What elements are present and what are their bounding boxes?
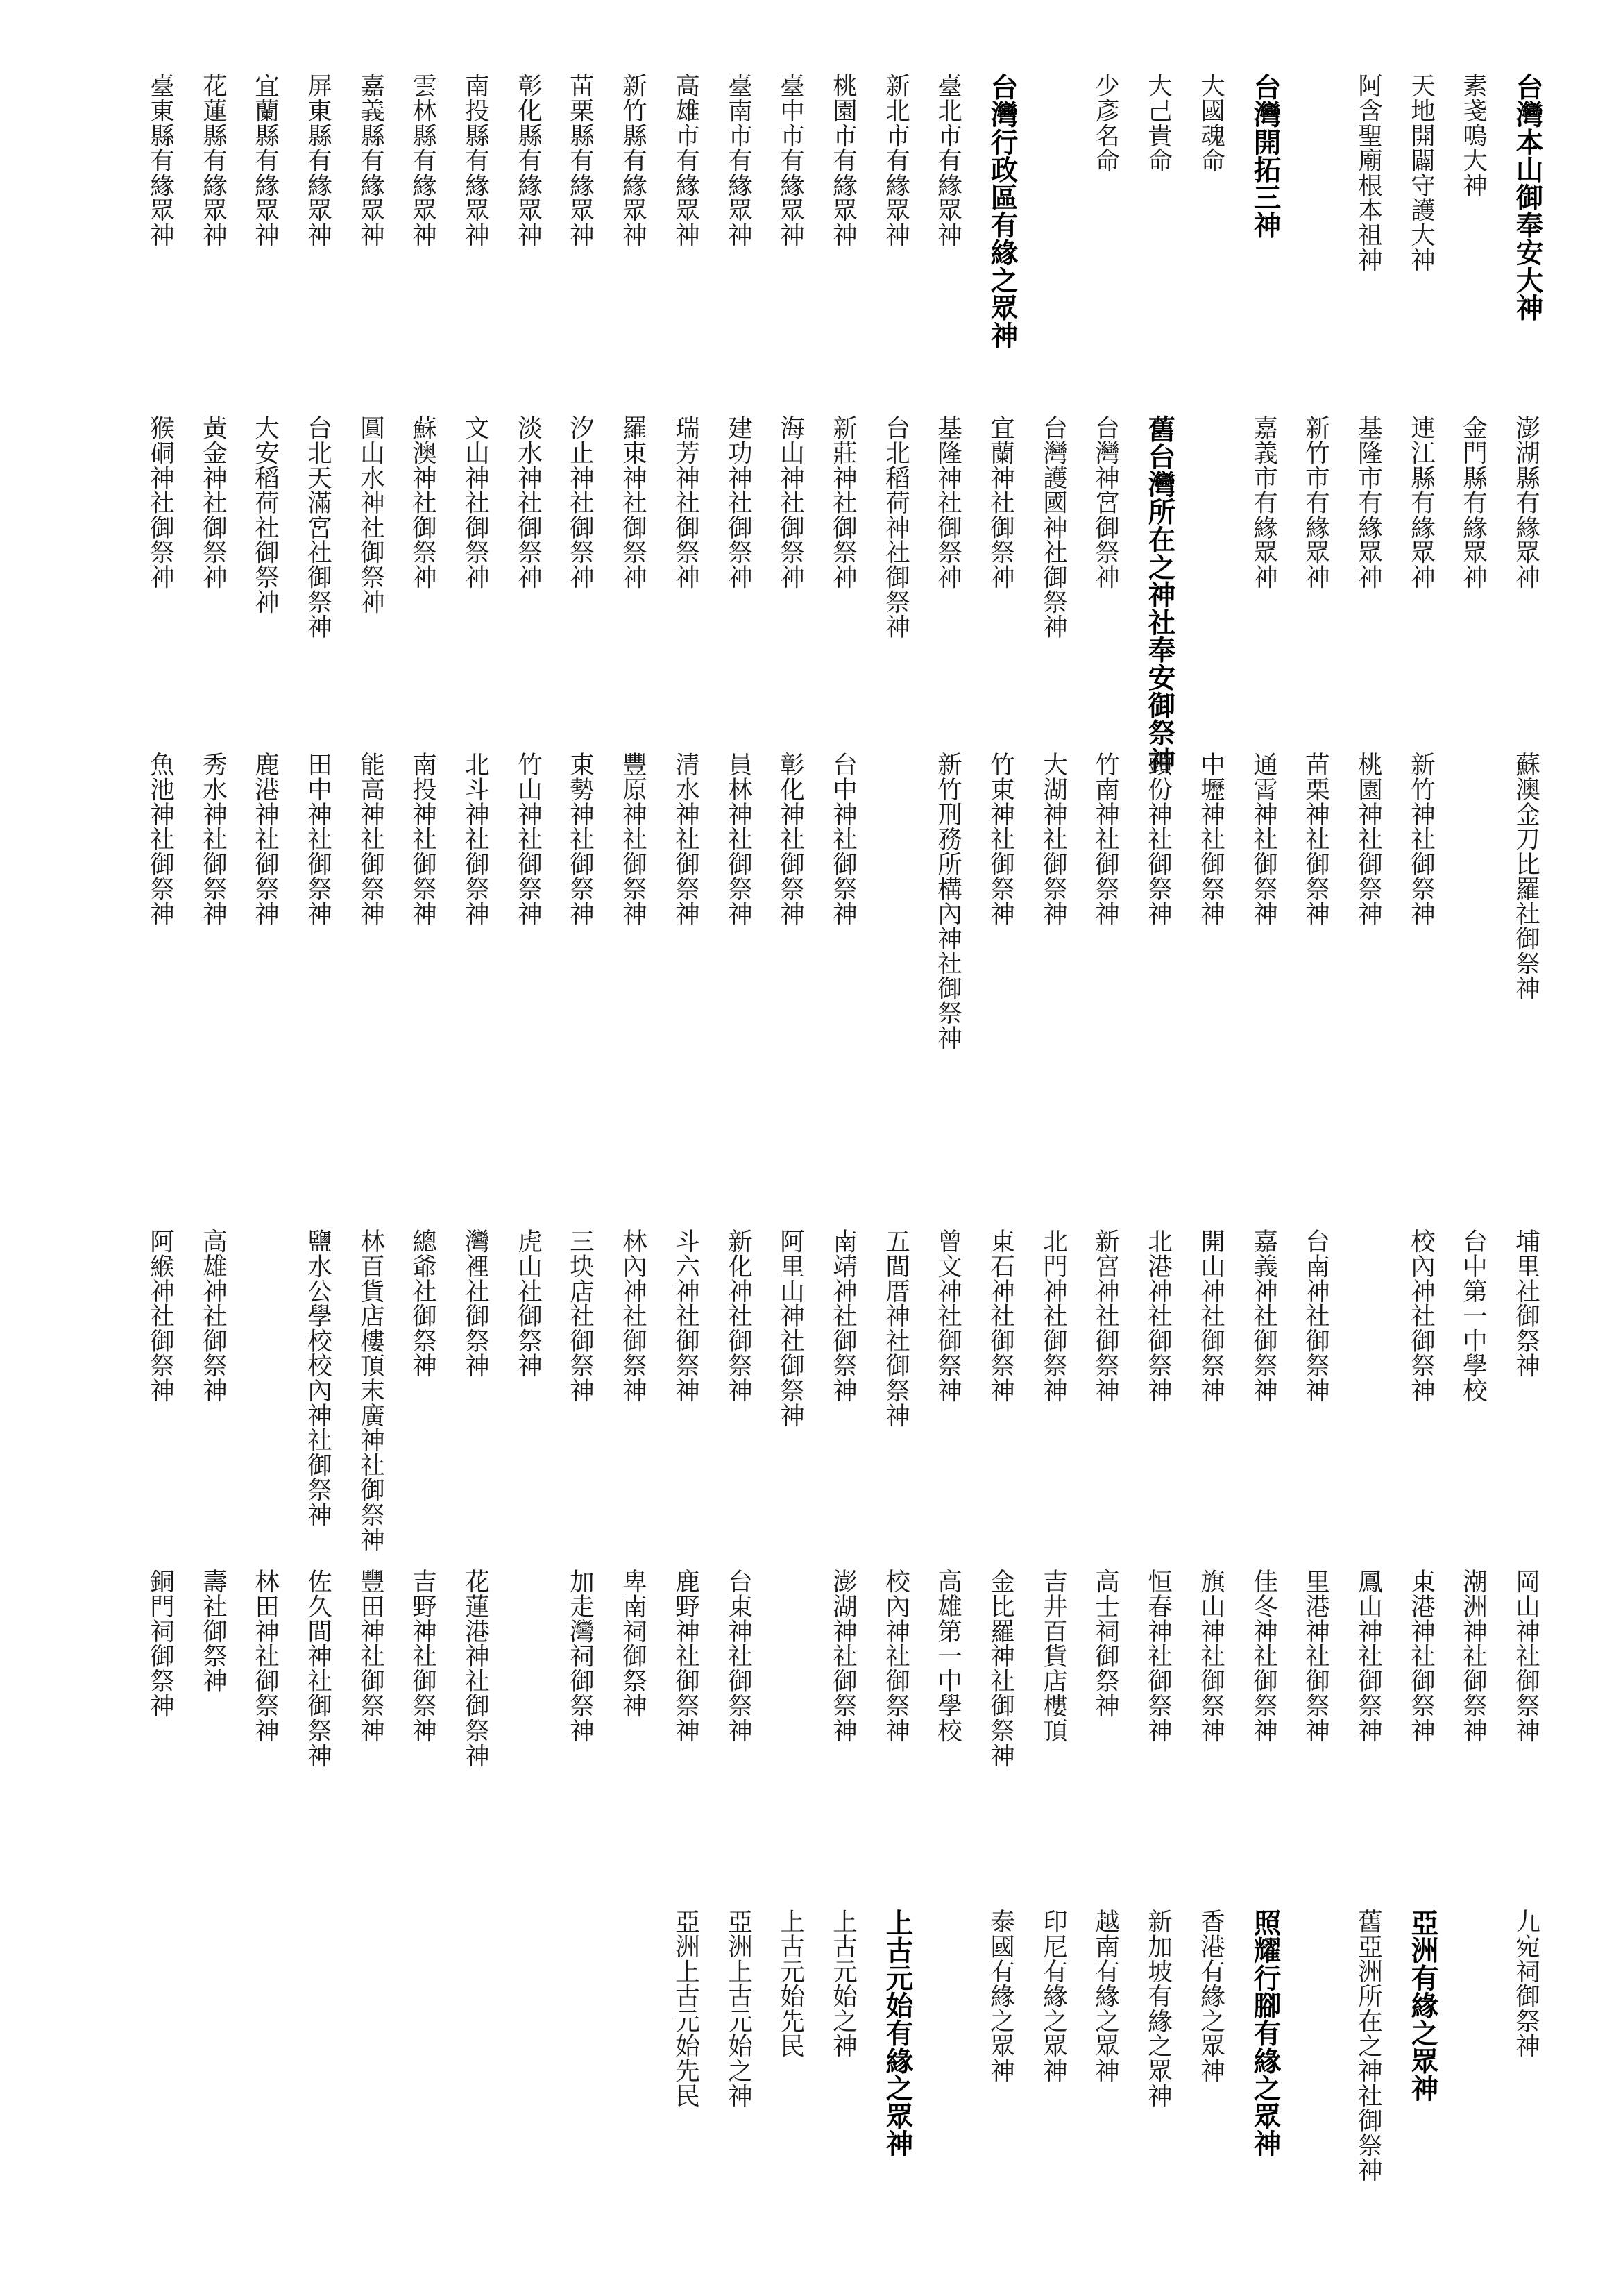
section-heading: 亞洲有緣之眾神 <box>1407 1909 1439 2102</box>
deity-entry: 九宛祠御祭神 <box>1511 1909 1540 2058</box>
deity-entry: 新北市有緣眾神 <box>881 73 910 247</box>
deity-entry: 佳冬神社御祭神 <box>1249 1569 1278 1743</box>
deity-entry: 校內神社御祭神 <box>1407 1229 1436 1403</box>
deity-entry: 澎湖縣有緣眾神 <box>1511 415 1540 589</box>
deity-entry: 新竹縣有緣眾神 <box>618 73 647 247</box>
deity-entry: 能高神社御祭神 <box>356 752 385 926</box>
deity-entry: 台灣護國神社御祭神 <box>1039 415 1068 639</box>
deity-entry: 佐久間神社御祭神 <box>303 1569 332 1768</box>
deity-entry: 台北稻荷神社御祭神 <box>881 415 910 639</box>
deity-entry: 中壢神社御祭神 <box>1196 752 1225 926</box>
deity-entry: 大安稻荷社御祭神 <box>250 415 280 614</box>
deity-entry: 南投神社御祭神 <box>408 752 437 926</box>
deity-entry: 苗栗神社御祭神 <box>1301 752 1330 926</box>
deity-entry: 南投縣有緣眾神 <box>461 73 490 247</box>
deity-entry: 新竹神社御祭神 <box>1407 752 1436 926</box>
deity-entry: 竹山神社御祭神 <box>513 752 543 926</box>
deity-entry: 苗栗縣有緣眾神 <box>566 73 595 247</box>
deity-entry: 台灣神宮御祭神 <box>1091 415 1120 589</box>
deity-entry: 蘇澳神社御祭神 <box>408 415 437 589</box>
deity-entry: 加走灣祠御祭神 <box>566 1569 595 1743</box>
deity-entry: 曾文神社御祭神 <box>933 1229 962 1403</box>
deity-entry: 東石神社御祭神 <box>986 1229 1015 1403</box>
deity-entry: 桃園神社御祭神 <box>1354 752 1383 926</box>
section-heading: 照耀行腳有緣之眾神 <box>1249 1909 1282 2158</box>
deity-entry: 新竹市有緣眾神 <box>1301 415 1330 589</box>
deity-entry: 天地開闢守護大神 <box>1407 73 1436 272</box>
deity-entry: 素戔嗚大神 <box>1459 73 1488 197</box>
deity-entry: 鹿港神社御祭神 <box>250 752 280 926</box>
deity-entry: 圓山水神社御祭神 <box>356 415 385 614</box>
deity-entry: 汐止神社御祭神 <box>566 415 595 589</box>
deity-entry: 頭份神社御祭神 <box>1144 752 1173 926</box>
deity-entry: 舊亞洲所在之神社御祭神 <box>1354 1909 1383 2182</box>
deity-entry: 少彥名命 <box>1091 73 1120 173</box>
deity-entry: 上古元始先民 <box>776 1909 805 2058</box>
deity-entry: 田中神社御祭神 <box>303 752 332 926</box>
deity-entry: 金門縣有緣眾神 <box>1459 415 1488 589</box>
deity-entry: 卑南祠御祭神 <box>618 1569 647 1718</box>
deity-entry: 豐田神社御祭神 <box>356 1569 385 1743</box>
deity-entry: 北斗神社御祭神 <box>461 752 490 926</box>
deity-entry: 建功神社御祭神 <box>724 415 753 589</box>
deity-entry: 海山神社御祭神 <box>776 415 805 589</box>
deity-entry: 金比羅神社御祭神 <box>986 1569 1015 1768</box>
deity-entry: 嘉義市有緣眾神 <box>1249 415 1278 589</box>
deity-entry: 林內神社御祭神 <box>618 1229 647 1403</box>
deity-entry: 臺中市有緣眾神 <box>776 73 805 247</box>
deity-entry: 高雄神社御祭神 <box>198 1229 228 1403</box>
deity-entry: 里港神社御祭神 <box>1301 1569 1330 1743</box>
section-heading: 台灣行政區有緣之眾神 <box>986 73 1019 349</box>
deity-entry: 台東神社御祭神 <box>724 1569 753 1743</box>
deity-entry: 亞洲上古元始先民 <box>671 1909 700 2108</box>
deity-entry: 總爺社御祭神 <box>408 1229 437 1378</box>
deity-entry: 嘉義神社御祭神 <box>1249 1229 1278 1403</box>
deity-entry: 上古元始之神 <box>829 1909 858 2058</box>
section-heading: 舊台灣所在之神社奉安御祭神 <box>1144 415 1176 775</box>
deity-entry: 高雄第一中學校 <box>933 1569 962 1743</box>
deity-entry: 香港有緣之眾神 <box>1196 1909 1225 2083</box>
deity-entry: 員林神社御祭神 <box>724 752 753 926</box>
deity-entry: 文山神社御祭神 <box>461 415 490 589</box>
deity-entry: 臺南市有緣眾神 <box>724 73 753 247</box>
deity-entry: 潮洲神社御祭神 <box>1459 1569 1488 1743</box>
deity-entry: 林百貨店樓頂末廣神社御祭神 <box>356 1229 385 1552</box>
deity-entry: 花蓮縣有緣眾神 <box>198 73 228 247</box>
deity-entry: 五間厝神社御祭神 <box>881 1229 910 1428</box>
deity-entry: 阿里山神社御祭神 <box>776 1229 805 1428</box>
deity-entry: 三块店社御祭神 <box>566 1229 595 1403</box>
deity-entry: 鳳山神社御祭神 <box>1354 1569 1383 1743</box>
deity-entry: 通霄神社御祭神 <box>1249 752 1278 926</box>
deity-entry: 桃園市有緣眾神 <box>829 73 858 247</box>
deity-entry: 瑞芳神社御祭神 <box>671 415 700 589</box>
section-heading: 台灣開拓三神 <box>1249 73 1282 239</box>
deity-entry: 蘇澳金刀比羅社御祭神 <box>1511 752 1540 1000</box>
deity-entry: 開山神社御祭神 <box>1196 1229 1225 1403</box>
deity-entry: 大國魂命 <box>1196 73 1225 173</box>
deity-entry: 大湖神社御祭神 <box>1039 752 1068 926</box>
deity-entry: 台中第一中學校 <box>1459 1229 1488 1403</box>
deity-entry: 東港神社御祭神 <box>1407 1569 1436 1743</box>
deity-entry: 越南有緣之眾神 <box>1091 1909 1120 2083</box>
deity-entry: 岡山神社御祭神 <box>1511 1569 1540 1743</box>
deity-entry: 吉野神社御祭神 <box>408 1569 437 1743</box>
deity-entry: 竹東神社御祭神 <box>986 752 1015 926</box>
deity-entry: 銅門祠御祭神 <box>146 1569 175 1718</box>
deity-entry: 連江縣有緣眾神 <box>1407 415 1436 589</box>
deity-entry: 彰化縣有緣眾神 <box>513 73 543 247</box>
deity-entry: 雲林縣有緣眾神 <box>408 73 437 247</box>
deity-entry: 校內神社御祭神 <box>881 1569 910 1743</box>
deity-entry: 新加坡有緣之眾神 <box>1144 1909 1173 2108</box>
deity-entry: 秀水神社御祭神 <box>198 752 228 926</box>
deity-entry: 埔里社御祭神 <box>1511 1229 1540 1378</box>
deity-entry: 新化神社御祭神 <box>724 1229 753 1403</box>
deity-entry: 阿緱神社御祭神 <box>146 1229 175 1403</box>
deity-entry: 大己貴命 <box>1144 73 1173 173</box>
deity-entry: 阿含聖廟根本祖神 <box>1354 73 1383 272</box>
section-heading: 上古元始有緣之眾神 <box>881 1909 914 2158</box>
deity-entry: 羅東神社御祭神 <box>618 415 647 589</box>
deity-entry: 新莊神社御祭神 <box>829 415 858 589</box>
deity-entry: 鹽水公學校校內神社御祭神 <box>303 1229 332 1527</box>
deity-entry: 北港神社御祭神 <box>1144 1229 1173 1403</box>
deity-entry: 嘉義縣有緣眾神 <box>356 73 385 247</box>
deity-entry: 新竹刑務所構內神社御祭神 <box>933 752 962 1050</box>
deity-entry: 淡水神社御祭神 <box>513 415 543 589</box>
deity-entry: 竹南神社御祭神 <box>1091 752 1120 926</box>
deity-entry: 南靖神社御祭神 <box>829 1229 858 1403</box>
deity-entry: 台中神社御祭神 <box>829 752 858 926</box>
deity-entry: 旗山神社御祭神 <box>1196 1569 1225 1743</box>
deity-entry: 魚池神社御祭神 <box>146 752 175 926</box>
deity-entry: 亞洲上古元始之神 <box>724 1909 753 2108</box>
deity-entry: 泰國有緣之眾神 <box>986 1909 1015 2083</box>
deity-entry: 高雄市有緣眾神 <box>671 73 700 247</box>
deity-entry: 屏東縣有緣眾神 <box>303 73 332 247</box>
deity-entry: 宜蘭縣有緣眾神 <box>250 73 280 247</box>
deity-entry: 基隆神社御祭神 <box>933 415 962 589</box>
deity-entry: 澎湖神社御祭神 <box>829 1569 858 1743</box>
deity-entry: 宜蘭神社御祭神 <box>986 415 1015 589</box>
deity-entry: 北門神社御祭神 <box>1039 1229 1068 1403</box>
deity-entry: 花蓮港神社御祭神 <box>461 1569 490 1768</box>
deity-entry: 恒春神社御祭神 <box>1144 1569 1173 1743</box>
deity-entry: 虎山社御祭神 <box>513 1229 543 1378</box>
deity-entry: 新宮神社御祭神 <box>1091 1229 1120 1403</box>
section-heading: 台灣本山御奉安大神 <box>1511 73 1544 322</box>
deity-entry: 基隆市有緣眾神 <box>1354 415 1383 589</box>
deity-entry: 斗六神社御祭神 <box>671 1229 700 1403</box>
deity-entry: 壽社御祭神 <box>198 1569 228 1693</box>
deity-entry: 臺北市有緣眾神 <box>933 73 962 247</box>
deity-entry: 黃金神社御祭神 <box>198 415 228 589</box>
deity-entry: 鹿野神社御祭神 <box>671 1569 700 1743</box>
deity-entry: 猴硐神社御祭神 <box>146 415 175 589</box>
deity-entry: 高士祠御祭神 <box>1091 1569 1120 1718</box>
deity-entry: 灣裡社御祭神 <box>461 1229 490 1378</box>
deity-entry: 彰化神社御祭神 <box>776 752 805 926</box>
deity-entry: 臺東縣有緣眾神 <box>146 73 175 247</box>
deity-entry: 豐原神社御祭神 <box>618 752 647 926</box>
deity-entry: 林田神社御祭神 <box>250 1569 280 1743</box>
deity-entry: 清水神社御祭神 <box>671 752 700 926</box>
deity-entry: 吉井百貨店樓頂 <box>1039 1569 1068 1743</box>
deity-entry: 台南神社御祭神 <box>1301 1229 1330 1403</box>
deity-entry: 台北天滿宮社御祭神 <box>303 415 332 639</box>
deity-entry: 印尼有緣之眾神 <box>1039 1909 1068 2083</box>
deity-entry: 東勢神社御祭神 <box>566 752 595 926</box>
